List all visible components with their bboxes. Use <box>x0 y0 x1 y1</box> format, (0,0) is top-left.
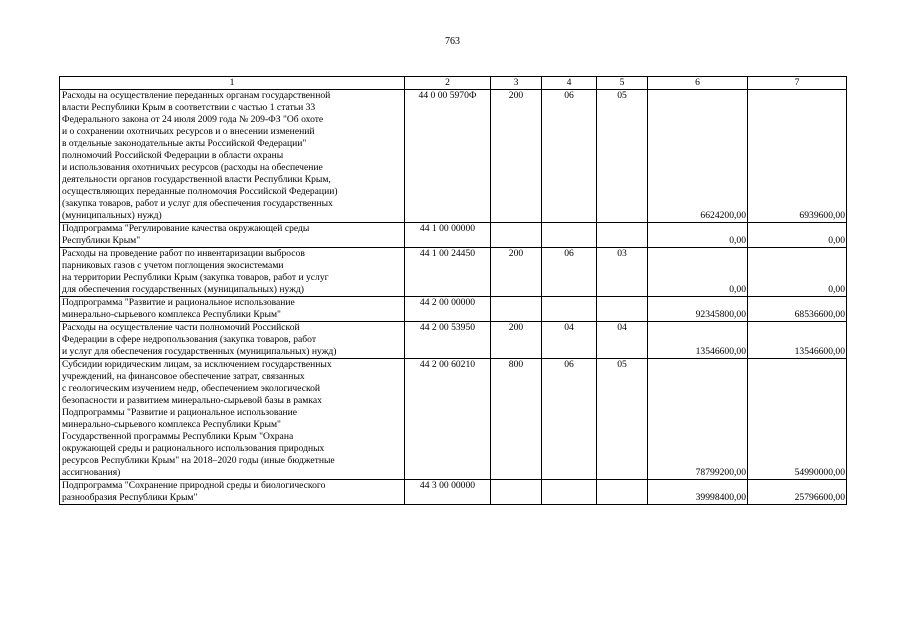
table-row <box>60 322 847 359</box>
description-cell: Субсидии юридическим лицам, за исключением государственных учреждений, на финансовое обеспечение затрат, связанных с геологическим изучением недр, обеспечением экологической безопасности и развитием минерально-сырьевой базы в рамках Подпрограммы "Развитие и рациональное использование минерально-сырьевого комплекса Республики Крым" Государственной программы Республики Крым "Охрана окружающей среды и рационального использования природных ресурсов Республики Крым" на 2018–2020 годы (иные бюджетные ассигнования) <box>60 359 405 480</box>
code-cell: 44 3 00 00000 <box>405 480 491 505</box>
amount-2019-cell: 92345800,00 <box>648 297 748 322</box>
expense-type-cell: 800 <box>491 359 542 480</box>
code-cell: 44 2 00 00000 <box>405 297 491 322</box>
description-cell: Расходы на проведение работ по инвентаризации выбросов парниковых газов с учетом поглощения экосистемами на территории Республики Крым (закупка товаров, работ и услуг для обеспечения государственных (муниципальных) нужд) <box>60 248 405 297</box>
table-row <box>60 297 847 322</box>
section-cell <box>542 223 597 248</box>
header-cell: 1 <box>60 77 405 90</box>
amount-2019-cell: 0,00 <box>648 223 748 248</box>
table-row <box>60 248 847 297</box>
table-row <box>60 90 847 223</box>
amount-2019-cell: 78799200,00 <box>648 359 748 480</box>
subsection-cell: 03 <box>597 248 648 297</box>
expense-type-cell <box>491 297 542 322</box>
expense-type-cell <box>491 480 542 505</box>
description-cell: Подпрограмма "Развитие и рациональное использование минерально-сырьевого комплекса Республики Крым" <box>60 297 405 322</box>
header-cell: 3 <box>491 77 542 90</box>
amount-2020-cell: 68536600,00 <box>748 297 847 322</box>
amount-2020-cell: 13546600,00 <box>748 322 847 359</box>
section-cell <box>542 297 597 322</box>
subsection-cell: 05 <box>597 359 648 480</box>
section-cell: 06 <box>542 359 597 480</box>
amount-2019-cell: 0,00 <box>648 248 748 297</box>
table-row <box>60 480 847 505</box>
description-cell: Расходы на осуществление части полномочий Российской Федерации в сфере недропользования (закупка товаров, работ и услуг для обеспечения государственных (муниципальных) нужд) <box>60 322 405 359</box>
description-cell: Расходы на осуществление переданных органам государственной власти Республики Крым в соответствии с частью 1 статьи 33 Федерального закона от 24 июля 2009 года № 209-ФЗ "Об охоте и о сохранении охотничьих ресурсов и о внесении изменений в отдельные законодательные акты Российской Федерации" полномочий Российской Федерации в области охраны и использования охотничьих ресурсов (расходы на обеспечение деятельности органов государственной власти Республики Крым, осуществляющих переданные полномочия Российской Федерации) (закупка товаров, работ и услуг для обеспечения государственных (муниципальных) нужд) <box>60 90 405 223</box>
description-cell: Подпрограмма "Сохранение природной среды и биологического разнообразия Республики Крым" <box>60 480 405 505</box>
budget-table <box>59 76 847 505</box>
section-cell <box>542 480 597 505</box>
subsection-cell <box>597 480 648 505</box>
code-cell: 44 1 00 24450 <box>405 248 491 297</box>
subsection-cell <box>597 297 648 322</box>
amount-2020-cell: 6939600,00 <box>748 90 847 223</box>
header-cell: 6 <box>648 77 748 90</box>
expense-type-cell <box>491 223 542 248</box>
code-cell: 44 0 00 5970Ф <box>405 90 491 223</box>
section-cell: 06 <box>542 248 597 297</box>
amount-2019-cell: 13546600,00 <box>648 322 748 359</box>
expense-type-cell: 200 <box>491 90 542 223</box>
expense-type-cell: 200 <box>491 248 542 297</box>
section-cell: 06 <box>542 90 597 223</box>
header-cell: 7 <box>748 77 847 90</box>
subsection-cell: 04 <box>597 322 648 359</box>
amount-2019-cell: 6624200,00 <box>648 90 748 223</box>
subsection-cell: 05 <box>597 90 648 223</box>
table-row <box>60 223 847 248</box>
amount-2020-cell: 54990000,00 <box>748 359 847 480</box>
amount-2020-cell: 0,00 <box>748 223 847 248</box>
amount-2019-cell: 39998400,00 <box>648 480 748 505</box>
amount-2020-cell: 0,00 <box>748 248 847 297</box>
code-cell: 44 1 00 00000 <box>405 223 491 248</box>
code-cell: 44 2 00 60210 <box>405 359 491 480</box>
expense-type-cell: 200 <box>491 322 542 359</box>
description-cell: Подпрограмма "Регулирование качества окружающей среды Республики Крым" <box>60 223 405 248</box>
section-cell: 04 <box>542 322 597 359</box>
header-cell: 5 <box>597 77 648 90</box>
amount-2020-cell: 25796600,00 <box>748 480 847 505</box>
header-cell: 4 <box>542 77 597 90</box>
header-row <box>60 77 847 90</box>
page-number: 763 <box>445 36 460 47</box>
header-cell: 2 <box>405 77 491 90</box>
subsection-cell <box>597 223 648 248</box>
table-row <box>60 359 847 480</box>
code-cell: 44 2 00 53950 <box>405 322 491 359</box>
